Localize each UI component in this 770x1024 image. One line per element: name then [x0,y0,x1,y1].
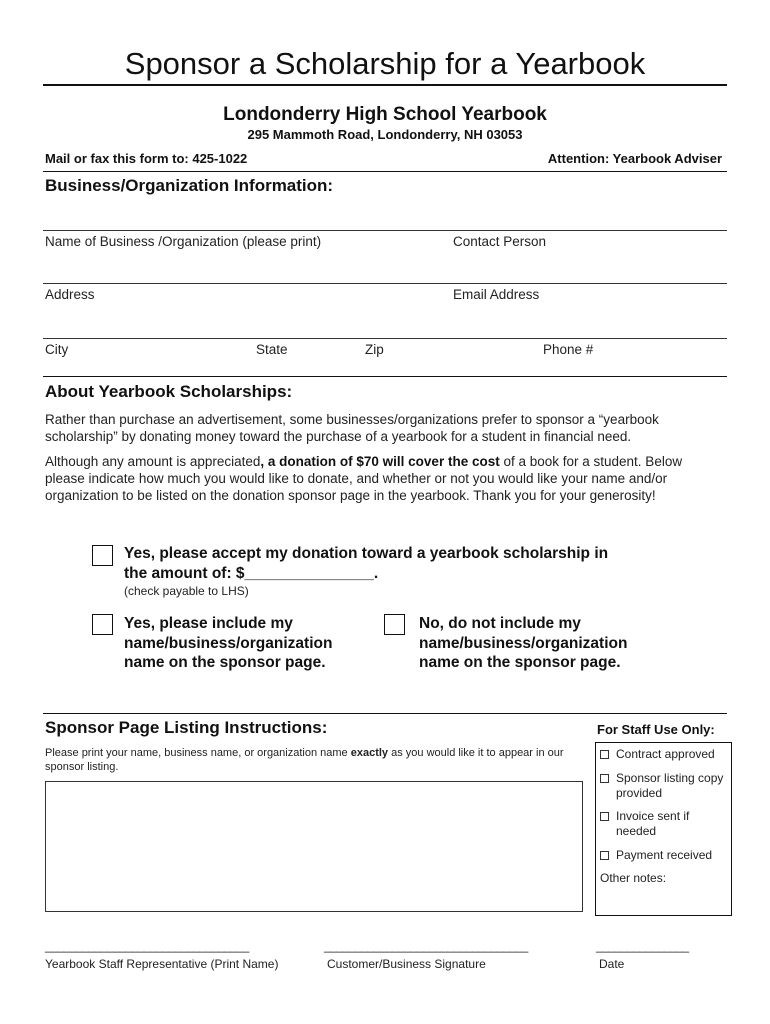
about-heading: About Yearbook Scholarships: [45,382,293,401]
page-title: Sponsor a Scholarship for a Yearbook [124,46,646,81]
staff-item-listing-copy [600,771,728,801]
invoice-checkbox[interactable] [600,812,609,821]
contract-label: Contract approved [616,747,715,761]
invoice-label: Invoice sent if needed [616,809,690,838]
school-name: Londonderry High School Yearbook [223,104,547,125]
email-label: Email Address [453,287,540,302]
donation-checkbox[interactable] [92,545,113,566]
para2-start: Although any amount is appreciated [45,454,261,469]
listing-copy-checkbox[interactable] [600,774,609,783]
sponsor-listing-box [45,781,583,912]
donation-option-line2: the amount of: $_______________. [124,565,379,582]
include-name-checkbox[interactable] [92,614,113,635]
customer-signature-label: Customer/Business Signature [327,957,486,971]
exclude-name-option [419,614,627,673]
sponsor-listing-input[interactable] [46,782,582,911]
exclude-line2: name/business/organization [419,634,628,652]
contract-checkbox[interactable] [600,750,609,759]
about-paragraph-2 [45,453,725,504]
exclude-name-checkbox[interactable] [384,614,405,635]
contact-person-label: Contact Person [453,234,547,249]
date-label: Date [599,957,625,971]
donation-note: (check payable to LHS) [124,584,249,598]
address-email-line[interactable] [43,283,727,284]
listing-rule [43,713,727,714]
staff-use-box [595,742,732,916]
date-line[interactable]: _______________ [596,939,689,953]
include-line1: Yes, please include my [124,615,293,632]
other-notes-label: Other notes: [600,871,667,885]
payment-label: Payment received [616,848,713,862]
business-heading: Business/Organization Information: [45,176,334,195]
exclude-line3: name on the sponsor page. [419,654,621,671]
listing-instr-end: as you would like it to appear in our sponsor listing. [45,747,564,773]
listing-instructions [45,746,590,774]
donation-option-line1: Yes, please accept my donation toward a yearbook scholarship in [124,545,609,562]
para2-bold: , a donation of $70 will cover the cost [260,454,500,469]
header-rule [43,171,727,172]
exclude-line1: No, do not include my [419,615,581,632]
listing-heading: Sponsor Page Listing Instructions: [45,718,328,737]
mail-fax-info: Mail or fax this form to: 425-1022 [45,151,248,166]
staff-heading: For Staff Use Only: [597,722,715,737]
staff-rep-signature-line[interactable]: _________________________________ [45,939,249,953]
city-label: City [45,342,69,357]
city-state-line[interactable] [43,338,727,339]
zip-label: Zip [365,342,384,357]
listing-instr-bold: exactly [350,747,389,759]
staff-rep-label: Yearbook Staff Representative (Print Name) [45,957,279,971]
phone-label: Phone # [543,342,594,357]
attention-line: Attention: Yearbook Adviser [547,151,722,166]
about-rule [43,376,727,377]
include-line3: name on the sponsor page. [124,654,326,671]
title-rule [43,84,727,86]
staff-item-payment [600,848,728,863]
staff-item-contract [600,747,728,762]
include-line2: name/business/organization [124,634,333,652]
payment-checkbox[interactable] [600,851,609,860]
name-contact-line[interactable] [43,230,727,231]
business-name-label: Name of Business /Organization (please print) [45,234,322,249]
address-label: Address [45,287,95,302]
include-name-option [124,614,332,673]
state-label: State [256,342,288,357]
listing-copy-label: Sponsor listing copy provided [616,771,724,800]
para2-end: of a book for a student. Below please indicate how much you would like to donate, and whether or not you would like your name and/or organization to be listed on the donation sponsor page in the yearbook. Thank you for your generosity! [45,454,683,503]
about-paragraph-1: Rather than purchase an advertisement, some businesses/organizations prefer to sponsor a “yearbook scholarship” by donating money toward the purchase of a yearbook for a student in financial need. [45,412,659,444]
listing-instr-start: Please print your name, business name, or organization name [45,747,351,759]
staff-item-invoice [600,809,728,839]
school-address: 295 Mammoth Road, Londonderry, NH 03053 [247,127,523,142]
customer-signature-line[interactable]: _________________________________ [324,939,528,953]
